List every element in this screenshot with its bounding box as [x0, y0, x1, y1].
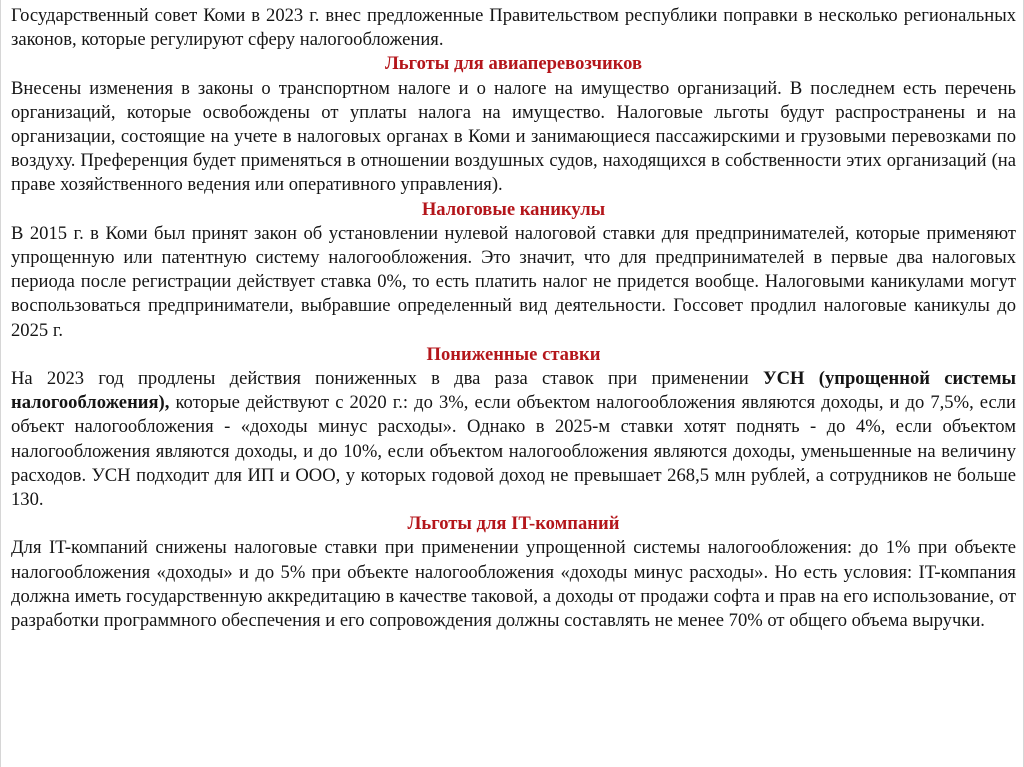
slide-content — [11, 4, 1016, 633]
reduced-rates-text-start: На 2023 год продлены действия пониженных в два раза ставок при применении — [11, 368, 763, 390]
section-text-it-companies: Для IT-компаний снижены налоговые ставки при применении упрощенной системы налогообложения: до 1% при объекте налогообложения «доходы» и до 5% при объекте налогообложения «доходы минус расходы». Но есть условия: IT-компания должна иметь государственную аккредитацию в качестве таковой, а доходы от продажи софта и прав на его использование, от разработки программного обеспечения и его сопровождения должны составлять не менее 70% от общего объема выручки. — [11, 537, 1016, 632]
reduced-rates-bold-term: УСН (упрощенной системы налогообложения), — [11, 368, 1016, 414]
section-heading-it-companies: Льготы для IT-компаний — [407, 513, 620, 535]
section-heading-tax-holidays: Налоговые каникулы — [421, 198, 606, 220]
section-text-airlines: Внесены изменения в законы о транспортном налоге и о налоге на имущество организаций. В последнем есть перечень организаций, которые освобождены от уплаты налога на имущество. Налоговые льготы будут распространены и на организации, состоящие на учете в налоговых органах в Коми и занимающиеся пассажирскими и грузовыми перевозками по воздуху. Преференция будет применяться в отношении воздушных судов, находящихся в собственности этих организаций (на праве хозяйственного ведения или оперативного управления). — [11, 77, 1016, 196]
section-heading-reduced-rates: Пониженные ставки — [426, 343, 601, 365]
section-heading-airlines: Льготы для авиаперевозчиков — [384, 53, 643, 75]
section-text-reduced-rates — [11, 367, 1016, 512]
intro-paragraph: Государственный совет Коми в 2023 г. внес предложенные Правительством республики поправки в несколько региональных законов, которые регулируют сферу налогообложения. — [11, 5, 1016, 51]
reduced-rates-text-end: которые действуют с 2020 г.: до 3%, если объектом налогообложения являются доходы, и до 7,5%, если объект налогообложения - «доходы минус расходы». Однако в 2025-м ставки хотят поднять - до 4%, если объектом налогообложения являются доходы, и до 10%, если объектом налогообложения являются доходы, уменьшенные на величину расходов. УСН подходит для ИП и ООО, у которых годовой доход не превышает 268,5 млн рублей, а сотрудников не больше 130. — [11, 392, 1016, 511]
section-text-tax-holidays: В 2015 г. в Коми был принят закон об установлении нулевой налоговой ставки для предпринимателей, которые применяют упрощенную или патентную систему налогообложения. Это значит, что для предпринимателей в первые два налоговых периода после регистрации действует ставка 0%, то есть платить налог не придется вообще. Налоговыми каникулами могут воспользоваться предприниматели, выбравшие определенный вид деятельности. Госсовет продлил налоговые каникулы до 2025 г. — [11, 222, 1016, 341]
